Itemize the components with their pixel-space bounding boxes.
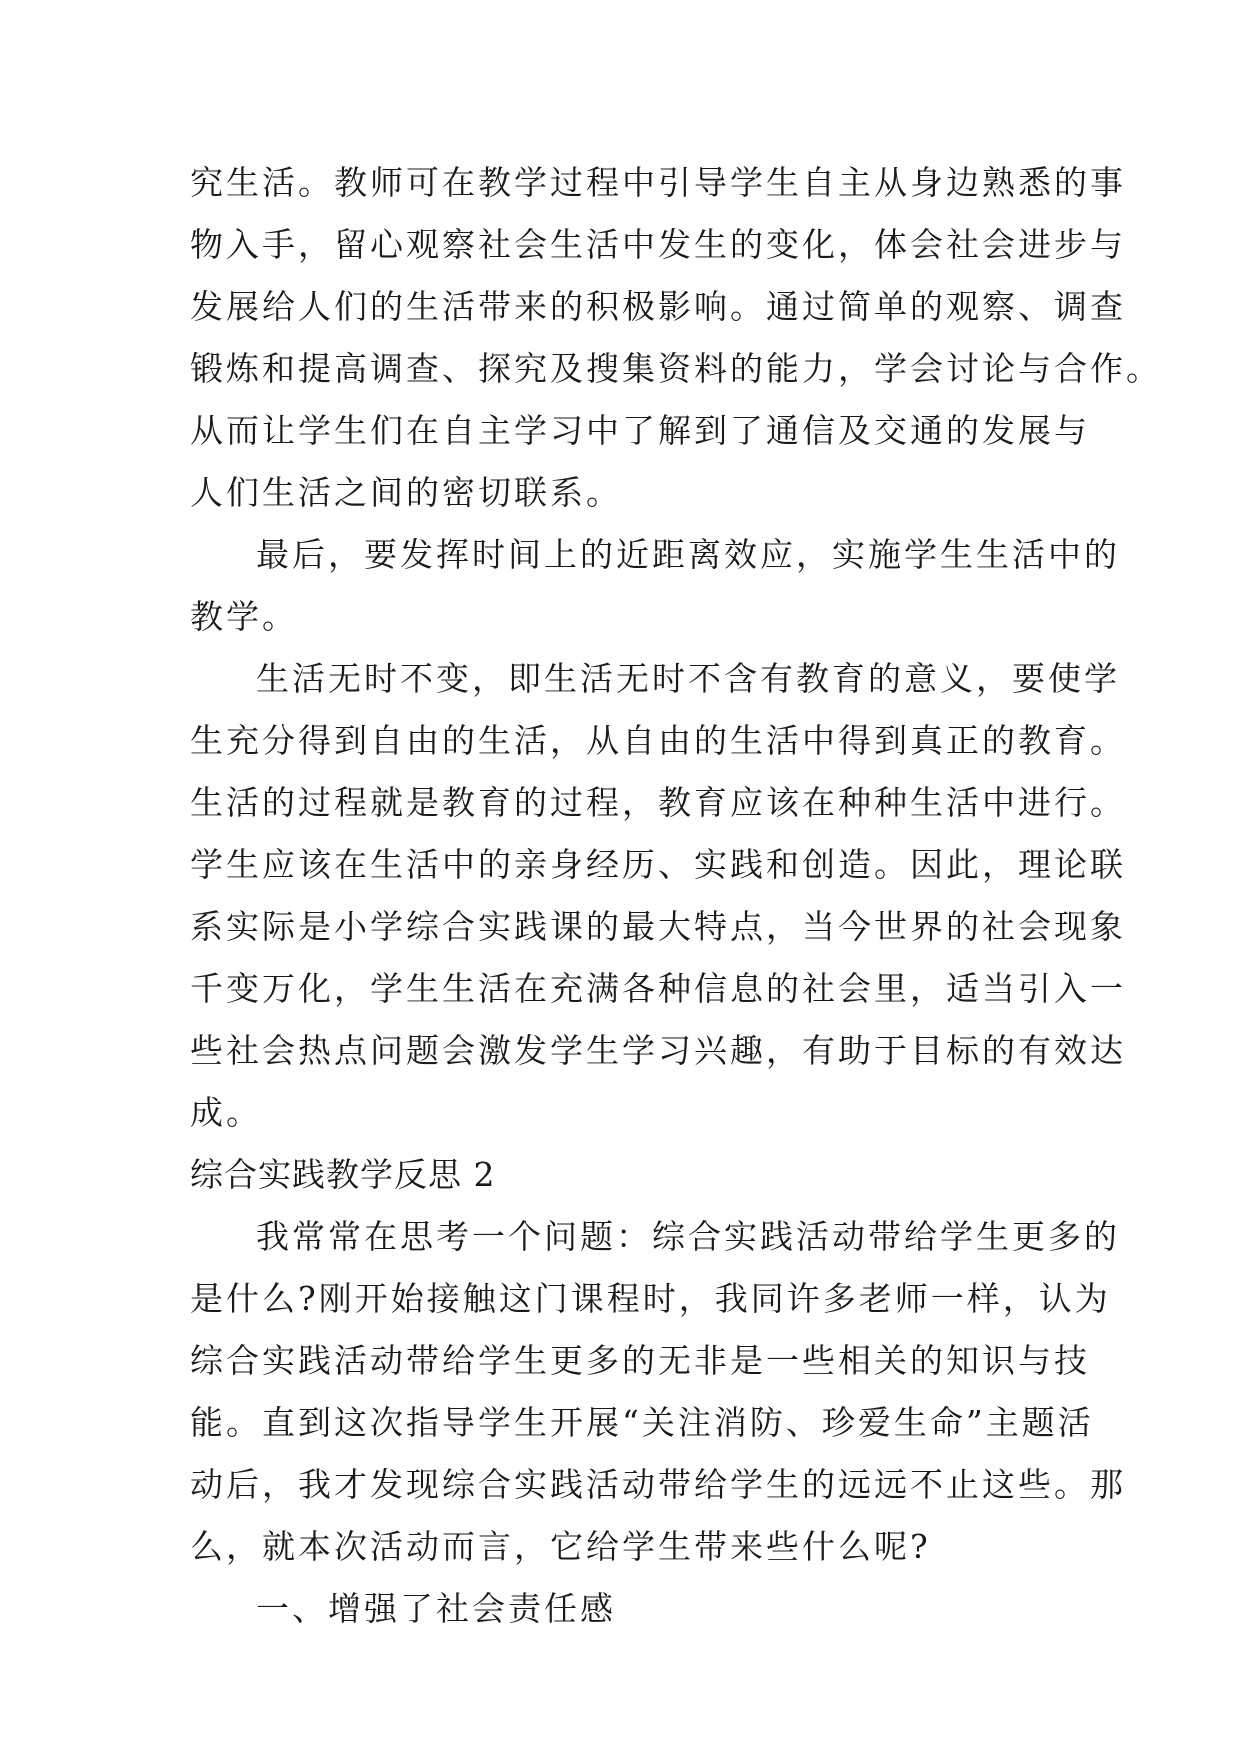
document-body	[190, 152, 1162, 1640]
text-line: 学生应该在生活中的亲身经历、实践和创造。因此，理论联	[190, 845, 1126, 884]
text-line: 千变万化，学生生活在充满各种信息的社会里，适当引入一	[190, 969, 1126, 1008]
text-line: 发展给人们的生活带来的积极影响。通过简单的观察、调查	[190, 287, 1126, 326]
text-line: 物入手，留心观察社会生活中发生的变化，体会社会进步与	[190, 225, 1126, 264]
text-line: 生充分得到自由的生活，从自由的生活中得到真正的教育。	[190, 721, 1126, 760]
text-line: 些社会热点问题会激发学生学习兴趣，有助于目标的有效达	[190, 1031, 1126, 1070]
text-line: 动后，我才发现综合实践活动带给学生的远远不止这些。那	[190, 1465, 1126, 1504]
text-line: 从而让学生们在自主学习中了解到了通信及交通的发展与	[190, 411, 1090, 450]
paragraph-start-line: 生活无时不变，即生活无时不含有教育的意义，要使学	[256, 659, 1120, 698]
text-line: 锻炼和提高调查、探究及搜集资料的能力，学会讨论与合作。	[190, 349, 1162, 388]
text-line: 系实际是小学综合实践课的最大特点，当今世界的社会现象	[190, 907, 1126, 946]
text-line: 生活的过程就是教育的过程，教育应该在种种生活中进行。	[190, 783, 1126, 822]
section-heading: 综合实践教学反思 2	[190, 1155, 496, 1194]
text-line: 究生活。教师可在教学过程中引导学生自主从身边熟悉的事	[190, 163, 1126, 202]
text-line: 人们生活之间的密切联系。	[190, 473, 622, 512]
text-line: 成。	[190, 1093, 262, 1132]
text-line: 是什么?刚开始接触这门课程时，我同许多老师一样，认为	[190, 1279, 1111, 1318]
text-line: 能。直到这次指导学生开展“关注消防、珍爱生命”主题活	[190, 1403, 1094, 1442]
paragraph-start-line: 我常常在思考一个问题：综合实践活动带给学生更多的	[256, 1217, 1120, 1256]
text-line: 么，就本次活动而言，它给学生带来些什么呢?	[190, 1527, 931, 1566]
text-line: 教学。	[190, 597, 298, 636]
paragraph-start-line: 最后，要发挥时间上的近距离效应，实施学生生活中的	[256, 535, 1120, 574]
subsection-heading: 一、增强了社会责任感	[256, 1589, 616, 1628]
text-line: 综合实践活动带给学生更多的无非是一些相关的知识与技	[190, 1341, 1090, 1380]
